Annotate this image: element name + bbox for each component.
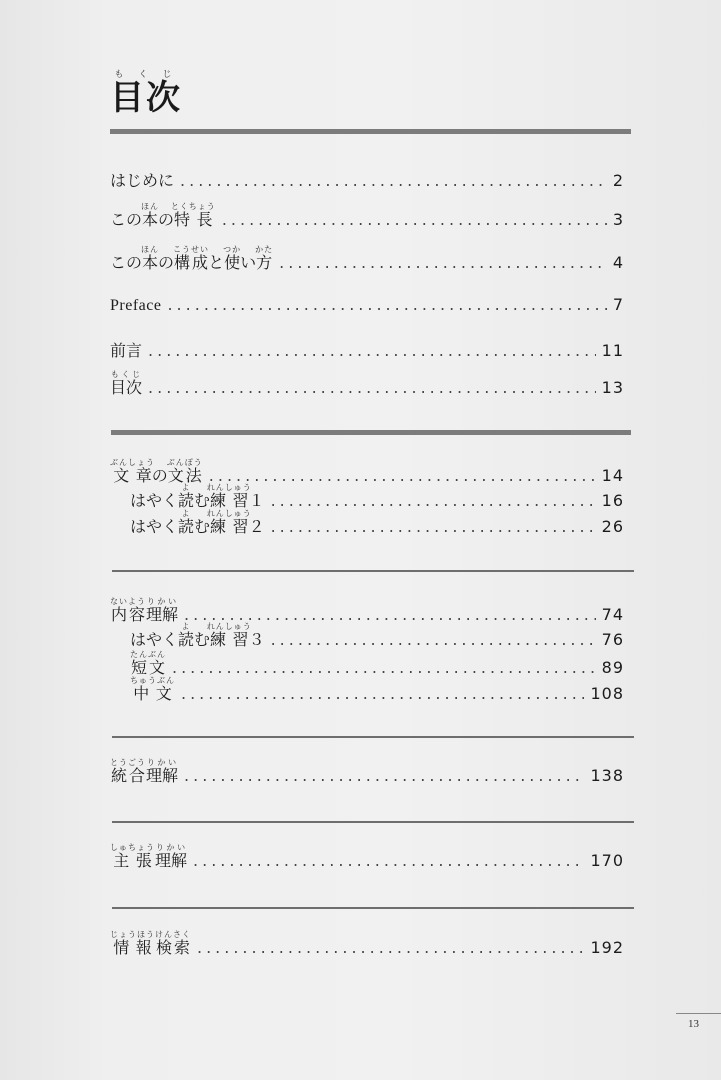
toc-entry-label: はやく読よむ練習れんしゅう１ (130, 483, 265, 510)
toc-entry-page: 16 (601, 491, 624, 510)
title-rule (110, 129, 631, 134)
toc-entry-page: 3 (612, 210, 624, 229)
toc-entry-page: 13 (601, 378, 624, 397)
toc-entry-page: 2 (612, 171, 624, 190)
section-rule (112, 736, 634, 738)
toc-entry-label: 前言 (110, 341, 143, 360)
toc-entry (130, 483, 624, 511)
toc-entry-page: 192 (590, 938, 624, 957)
toc-entry-label: 情報じょうほう検索けんさく (110, 930, 191, 957)
toc-entry-label: 中文ちゅうぶん (130, 676, 175, 703)
toc-entry (110, 338, 624, 361)
toc-entry-page: 170 (590, 851, 624, 870)
leader-dots (279, 253, 607, 272)
leader-dots (184, 766, 584, 785)
toc-entry-label: はやく読よむ練習れんしゅう２ (130, 509, 265, 536)
toc-entry-label: Preface (110, 297, 162, 314)
toc-entry-label: 内容ないよう理解りかい (110, 597, 178, 624)
toc-entry (130, 650, 624, 678)
toc-entry (110, 597, 624, 625)
footer-rule (676, 1013, 721, 1014)
leader-dots (271, 630, 596, 649)
toc-entry-page: 14 (601, 466, 624, 485)
toc-entry (110, 843, 624, 871)
toc-entry (110, 758, 624, 786)
toc-entry (130, 676, 624, 704)
toc-entry-label: 短文たんぶん (130, 650, 166, 677)
leader-dots (148, 378, 596, 397)
toc-entry (110, 930, 624, 958)
toc-entry-page: 11 (601, 341, 624, 360)
toc-entry-label: この本ほんの構成こうせいと使つかい方かた (110, 245, 274, 272)
toc-entry (110, 168, 624, 191)
toc-entry-label: 目次もくじ (110, 370, 143, 397)
toc-entry (110, 245, 624, 273)
leader-dots (271, 517, 596, 536)
toc-entry-label: はじめに (110, 171, 175, 190)
toc-entry-page: 4 (612, 253, 624, 272)
section-rule (111, 430, 631, 435)
leader-dots (197, 938, 584, 957)
leader-dots (180, 171, 607, 190)
toc-entry-page: 26 (601, 517, 624, 536)
page-title: 目次もくじ (110, 70, 182, 118)
toc-entry-page: 76 (601, 630, 624, 649)
leader-dots (271, 491, 596, 510)
leader-dots (172, 658, 596, 677)
toc-entry-label: 主張しゅちょう理解りかい (110, 843, 187, 870)
toc-entry (110, 458, 624, 486)
toc-entry-label: この本ほんの特長とくちょう (110, 202, 216, 229)
toc-entry-label: 統合とうごう理解りかい (110, 758, 178, 785)
section-rule (112, 821, 634, 823)
toc-entry (110, 295, 624, 315)
section-rule (112, 570, 634, 572)
leader-dots (222, 210, 607, 229)
leader-dots (148, 341, 596, 360)
leader-dots (167, 295, 606, 314)
toc-entry (130, 622, 624, 650)
page-number: 13 (688, 1018, 699, 1030)
toc-entry-label: 文章ぶんしょうの文法ぶんぽう (110, 458, 203, 485)
toc-entry (110, 370, 624, 398)
toc-entry-page: 89 (601, 658, 624, 677)
toc-entry-page: 74 (601, 605, 624, 624)
toc-entry-page: 7 (612, 295, 624, 314)
toc-entry (130, 509, 624, 537)
toc-entry-page: 138 (590, 766, 624, 785)
toc-entry-page: 108 (590, 684, 624, 703)
section-rule (112, 907, 634, 909)
toc-entry-label: はやく読よむ練習れんしゅう３ (130, 622, 265, 649)
toc-entry (110, 202, 624, 230)
leader-dots (193, 851, 584, 870)
leader-dots (181, 684, 584, 703)
